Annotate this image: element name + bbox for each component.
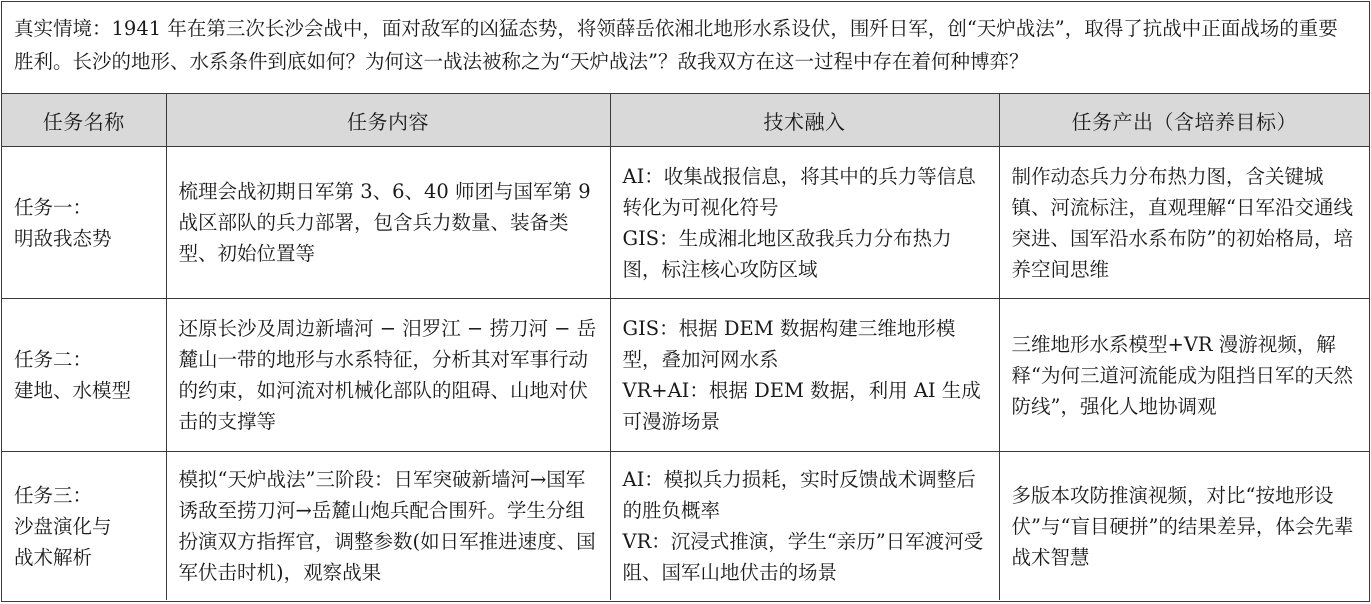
- task-name-line: 战术解析: [14, 545, 93, 569]
- header-task-content: 任务内容: [166, 94, 610, 147]
- task-name-line: 任务二：: [14, 348, 93, 371]
- task-name-line: 任务一：: [14, 195, 93, 219]
- task-name-line: 任务三：: [14, 483, 93, 507]
- tech-cell: [610, 299, 999, 452]
- tech-cell: [610, 452, 999, 601]
- task-name-line: 明敌我态势: [14, 226, 112, 250]
- scenario-text: 真实情境：1941 年在第三次长沙会战中，面对敌军的凶猛态势，将领薛岳依湘北地形水系设伏，围歼日军，创“天炉战法”，取得了抗战中正面战场的重要胜利。长沙的地形、水系条件到底如何？为何这一战法被称之为“天炉战法”？敌我双方在这一过程中存在着何种博弈？: [2, 2, 1369, 94]
- table-row: [2, 299, 1369, 452]
- tech-line: AI：收集战报信息，将其中的兵力等信息转化为可视化符号: [622, 164, 976, 219]
- tech-line: GIS：生成湘北地区敌我兵力分布热力图，标注核心攻防区域: [622, 226, 952, 281]
- task-content-cell: 还原长沙及周边新墙河 − 汨罗江 − 捞刀河 − 岳麓山一带的地形与水系特征，分析其对军事行动的约束，如河流对机械化部队的阻碍、山地对伏击的支撑等: [166, 299, 610, 452]
- task-table-figure: [1, 1, 1370, 602]
- tech-line: AI：模拟兵力损耗，实时反馈战术调整后的胜负概率: [622, 468, 976, 522]
- table-row: [2, 452, 1369, 601]
- task-table: [2, 94, 1369, 600]
- task-output-cell: 制作动态兵力分布热力图，含关键城镇、河流标注，直观理解“日军沿交通线突进、国军沿水系布防”的初始格局，培养空间思维: [999, 147, 1369, 299]
- header-task-name: 任务名称: [2, 94, 166, 147]
- table-header-row: [2, 94, 1369, 147]
- task-content-cell: 梳理会战初期日军第 3、6、40 师团与国军第 9 战区部队的兵力部署，包含兵力数量、装备类型、初始位置等: [166, 147, 610, 299]
- tech-cell: [610, 147, 999, 299]
- task-output-cell: 多版本攻防推演视频，对比“按地形设伏”与“盲目硬拼”的结果差异，体会先辈战术智慧: [999, 452, 1369, 601]
- task-name-line: 建地、水模型: [14, 379, 132, 402]
- tech-line: VR+AI：根据 DEM 数据，利用 AI 生成可漫游场景: [622, 379, 981, 433]
- task-name-cell: [2, 452, 166, 601]
- header-task-output: 任务产出（含培养目标）: [999, 94, 1369, 147]
- task-name-cell: [2, 147, 166, 299]
- task-name-cell: [2, 299, 166, 452]
- tech-line: GIS：根据 DEM 数据构建三维地形模型，叠加河网水系: [622, 317, 956, 371]
- table-row: [2, 147, 1369, 299]
- task-content-cell: 模拟“天炉战法”三阶段：日军突破新墙河→国军诱敌至捞刀河→岳麓山炮兵配合围歼。学生分组扮演双方指挥官，调整参数(如日军推进速度、国军伏击时机)，观察战果: [166, 452, 610, 601]
- tech-line: VR：沉浸式推演，学生“亲历”日军渡河受阻、国军山地伏击的场景: [622, 530, 984, 584]
- task-output-cell: 三维地形水系模型+VR 漫游视频，解释“为何三道河流能成为阻挡日军的天然防线”，强化人地协调观: [999, 299, 1369, 452]
- header-tech-integration: 技术融入: [610, 94, 999, 147]
- task-name-line: 沙盘演化与: [14, 514, 112, 538]
